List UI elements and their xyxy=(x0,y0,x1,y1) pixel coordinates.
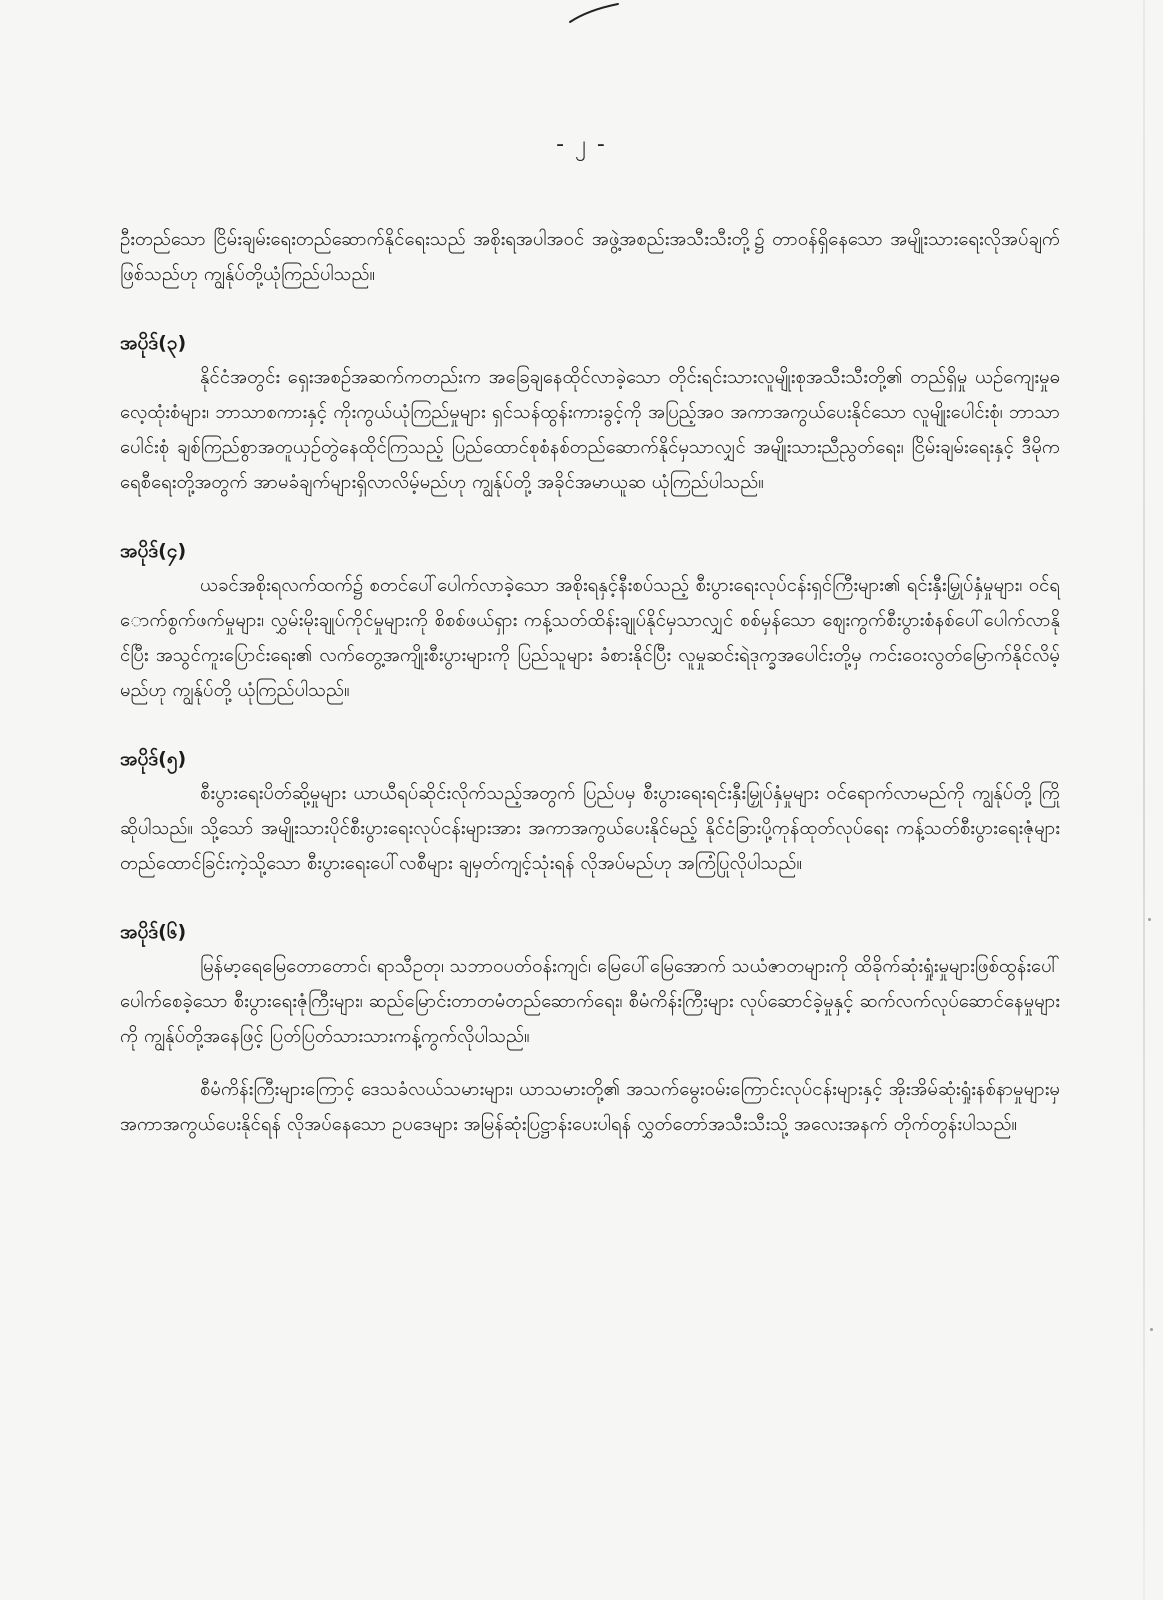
scan-edge xyxy=(1143,0,1145,1600)
section-heading: အပိုဒ်(၃) xyxy=(120,332,187,354)
scan-speck xyxy=(1150,1328,1153,1331)
section-paragraph: ယခင်အစိုးရလက်ထက်၌ စတင်ပေါ်ပေါက်လာခဲ့သော အစိုးရနှင့်နီးစပ်သည့် စီးပွားရေးလုပ်ငန်းရှင်ကြီးများ၏ ရင်းနှီးမြှုပ်နှံမှုများ၊ ဝင်ရောက်စွက်ဖက်မှုများ၊ လွှမ်းမိုးချုပ်ကိုင်မှုများကို စိစစ်ဖယ်ရှား ကန့်သတ်ထိန်းချုပ်နိုင်မှသာလျှင် စစ်မှန်သော ဈေးကွက်စီးပွားစံနစ်ပေါ်ပေါက်လာနိုင်ပြီး အသွင်ကူးပြောင်းရေး၏ လက်တွေ့အကျိုးစီးပွားများကို ပြည်သူများ ခံစားနိုင်ပြီး လူမှုဆင်းရဲဒုက္ခအပေါင်းတို့မှ ကင်းဝေးလွတ်မြောက်နိုင်လိမ့်မည်ဟု ကျွန်ုပ်တို့ ယုံကြည်ပါသည်။ xyxy=(120,575,1060,701)
intro-paragraph: ဦးတည်သော ငြိမ်းချမ်းရေးတည်ဆောက်နိုင်ရေးသည် အစိုးရအပါအဝင် အဖွဲ့အစည်းအသီးသီးတို့၌ တာဝန်ရှိနေသော အမျိုးသားရေးလိုအပ်ချက်ဖြစ်သည်ဟု ကျွန်ုပ်တို့ယုံကြည်ပါသည်။ xyxy=(120,229,1060,285)
section-6 xyxy=(120,915,1060,1142)
section-paragraph: စီမံကိန်းကြီးများကြောင့် ဒေသခံလယ်သမားများ၊ ယာသမားတို့၏ အသက်မွေးဝမ်းကြောင်းလုပ်ငန်းများနှင့် အိုးအိမ်ဆုံးရှုံးနစ်နာမှုများမှ အကာအကွယ်ပေးနိုင်ရန် လိုအပ်နေသော ဥပဒေများ အမြန်ဆုံးပြဋ္ဌာန်းပေးပါရန် လွှတ်တော်အသီးသီးသို့ အလေးအနက် တိုက်တွန်းပါသည်။ xyxy=(120,1079,1060,1135)
section-paragraph: စီးပွားရေးပိတ်ဆို့မှုများ ယာယီရပ်ဆိုင်းလိုက်သည့်အတွက် ပြည်ပမှ စီးပွားရေးရင်းနှီးမြှုပ်နှံမှုများ ဝင်ရောက်လာမည်ကို ကျွန်ုပ်တို့ ကြိုဆိုပါသည်။ သို့သော် အမျိုးသားပိုင်စီးပွားရေးလုပ်ငန်းများအား အကာအကွယ်ပေးနိုင်မည့် နိုင်ငံခြားပို့ကုန်ထုတ်လုပ်ရေး ကန့်သတ်စီးပွားရေးဇုံများ တည်ထောင်ခြင်းကဲ့သို့သော စီးပွားရေးပေါ်လစီများ ချမှတ်ကျင့်သုံးရန် လိုအပ်မည်ဟု အကြံပြုလိုပါသည်။ xyxy=(120,783,1060,874)
page-number: - ၂ - xyxy=(556,132,607,157)
section-paragraph: နိုင်ငံအတွင်း ရှေးအစဉ်အဆက်ကတည်းက အခြေချနေထိုင်လာခဲ့သော တိုင်းရင်းသားလူမျိုးစုအသီးသီးတို့၏ တည်ရှိမှု ယဉ်ကျေးမှုဓလေ့ထုံးစံများ၊ ဘာသာစကားနှင့် ကိုးကွယ်ယုံကြည်မှုများ ရှင်သန်ထွန်းကားခွင့်ကို အပြည့်အဝ အကာအကွယ်ပေးနိုင်သော လူမျိုးပေါင်းစုံ၊ ဘာသာပေါင်းစုံ ချစ်ကြည်စွာအတူယှဉ်တွဲနေထိုင်ကြသည့် ပြည်ထောင်စုစံနစ်တည်ဆောက်နိုင်မှသာလျှင် အမျိုးသားညီညွတ်ရေး၊ ငြိမ်းချမ်းရေးနှင့် ဒီမိုကရေစီရေးတို့အတွက် အာမခံချက်များရှိလာလိမ့်မည်ဟု ကျွန်ုပ်တို့ အခိုင်အမာယူဆ ယုံကြည်ပါသည်။ xyxy=(120,367,1060,493)
pen-mark-icon xyxy=(568,2,620,26)
section-3 xyxy=(120,326,1060,500)
section-paragraph: မြန်မာ့ရေမြေတောတောင်၊ ရာသီဥတု၊ သဘာဝပတ်ဝန်းကျင်၊ မြေပေါ်မြေအောက် သယံဇာတများကို ထိခိုက်ဆုံးရှုံးမှုများဖြစ်ထွန်းပေါ်ပေါက်စေခဲ့သော စီးပွားရေးဇုံကြီးများ၊ ဆည်မြောင်းတာတမံတည်ဆောက်ရေး၊ စီမံကိန်းကြီးများ လုပ်ဆောင်ခဲ့မှုနှင့် ဆက်လက်လုပ်ဆောင်နေမှုများကို ကျွန်ုပ်တို့အနေဖြင့် ပြတ်ပြတ်သားသားကန့်ကွက်လိုပါသည်။ xyxy=(120,956,1060,1047)
section-5 xyxy=(120,742,1060,881)
section-4 xyxy=(120,534,1060,708)
section-heading: အပိုဒ်(၆) xyxy=(120,921,187,943)
document-body xyxy=(120,222,1060,1142)
section-heading: အပိုဒ်(၄) xyxy=(120,540,187,562)
section-heading: အပိုဒ်(၅) xyxy=(120,748,187,770)
scan-speck xyxy=(1148,918,1151,921)
